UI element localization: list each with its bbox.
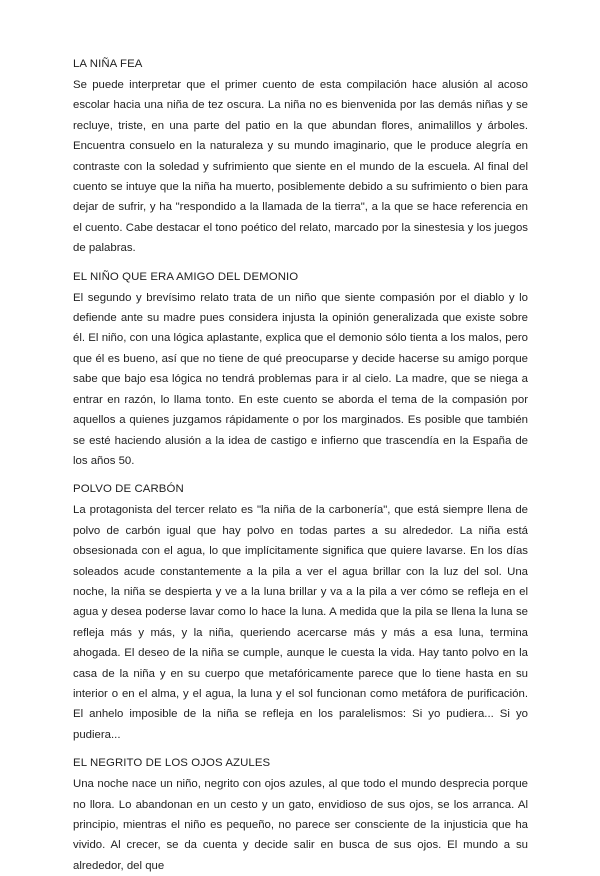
section-el-negrito-ojos-azules [73, 755, 528, 876]
section-el-nino-amigo-del-demonio [73, 269, 528, 472]
section-paragraph: Una noche nace un niño, negrito con ojos azules, al que todo el mundo desprecia porque no llora. Lo abandonan en un cesto y un gato, envidioso de sus ojos, se los arranca. Al principio, mientras el niño es pequeño, no parece ser consciente de la injusticia que ha vivido. Al crecer, se da cuenta y decide salir en busca de sus ojos. El mundo a su alrededor, del que [73, 778, 528, 872]
section-heading: EL NEGRITO DE LOS OJOS AZULES [73, 757, 271, 770]
section-paragraph: Se puede interpretar que el primer cuento de esta compilación hace alusión al acoso escolar hacia una niña de tez oscura. La niña no es bienvenida por las demás niñas y se recluye, triste, en una parte del patio en la que abundan flores, animalillos y árboles. Encuentra consuelo en la naturaleza y su mundo imaginario, que le produce alegría en contraste con la soledad y sufrimiento que siente en el mundo de la escuela. Al final del cuento se intuye que la niña ha muerto, posiblemente debido a su sufrimiento o bien para dejar de sufrir, y ha "respondido a la llamada de la tierra", a la que se hace referencia en el cuento. Cabe destacar el tono poético del relato, marcado por la sinestesia y los juegos de palabras. [73, 79, 528, 255]
section-heading: POLVO DE CARBÓN [73, 483, 184, 496]
section-paragraph: La protagonista del tercer relato es "la niña de la carbonería", que está siempre llena de polvo de carbón igual que hay polvo en todas partes a su alrededor. La niña está obsesionada con el agua, lo que implícitamente significa que quiere lavarse. En los días soleados acude constantemente a la pila a ver el agua brillar con la luz del sol. Una noche, la niña se despierta y ve a la luna brillar y va a la pila a ver cómo se refleja en el agua y desea poderse lavar como lo hace la luna. A medida que la pila se llena la luna se refleja más y más, y la niña, queriendo acercarse más y más a esa luna, termina ahogada. El deseo de la niña se cumple, aunque le cuesta la vida. Hay tanto polvo en la casa de la niña y en su cuerpo que metafóricamente parece que lo tiene hasta en su interior o en el alma, y el agua, la luna y el sol funcionan como metáfora de purificación. El anhelo imposible de la niña se refleja en los paralelismos: Si yo pudiera... Si yo pudiera... [73, 504, 528, 741]
section-polvo-de-carbon [73, 481, 528, 745]
section-heading: LA NIÑA FEA [73, 58, 143, 70]
section-la-nina-fea [73, 56, 528, 259]
section-heading: EL NIÑO QUE ERA AMIGO DEL DEMONIO [73, 270, 299, 283]
section-paragraph: El segundo y brevísimo relato trata de un niño que siente compasión por el diablo y lo defiende ante su madre pues considera injusta la opinión generalizada que existe sobre él. El niño, con una lógica aplastante, explica que el demonio sólo tienta a los malos, pero que él es bueno, así que no tiene de qué preocuparse y decide hacerse su amigo porque sabe que bajo esa lógica no tendrá problemas para ir al cielo. La madre, que se niega a entrar en razón, lo llama tonto. En este cuento se aborda el tema de la compasión por aquellos a quienes juzgamos rápidamente o por los marginados. Es posible que también se esté haciendo alusión a la idea de castigo e infierno que trascendía en la España de los años 50. [73, 291, 528, 467]
